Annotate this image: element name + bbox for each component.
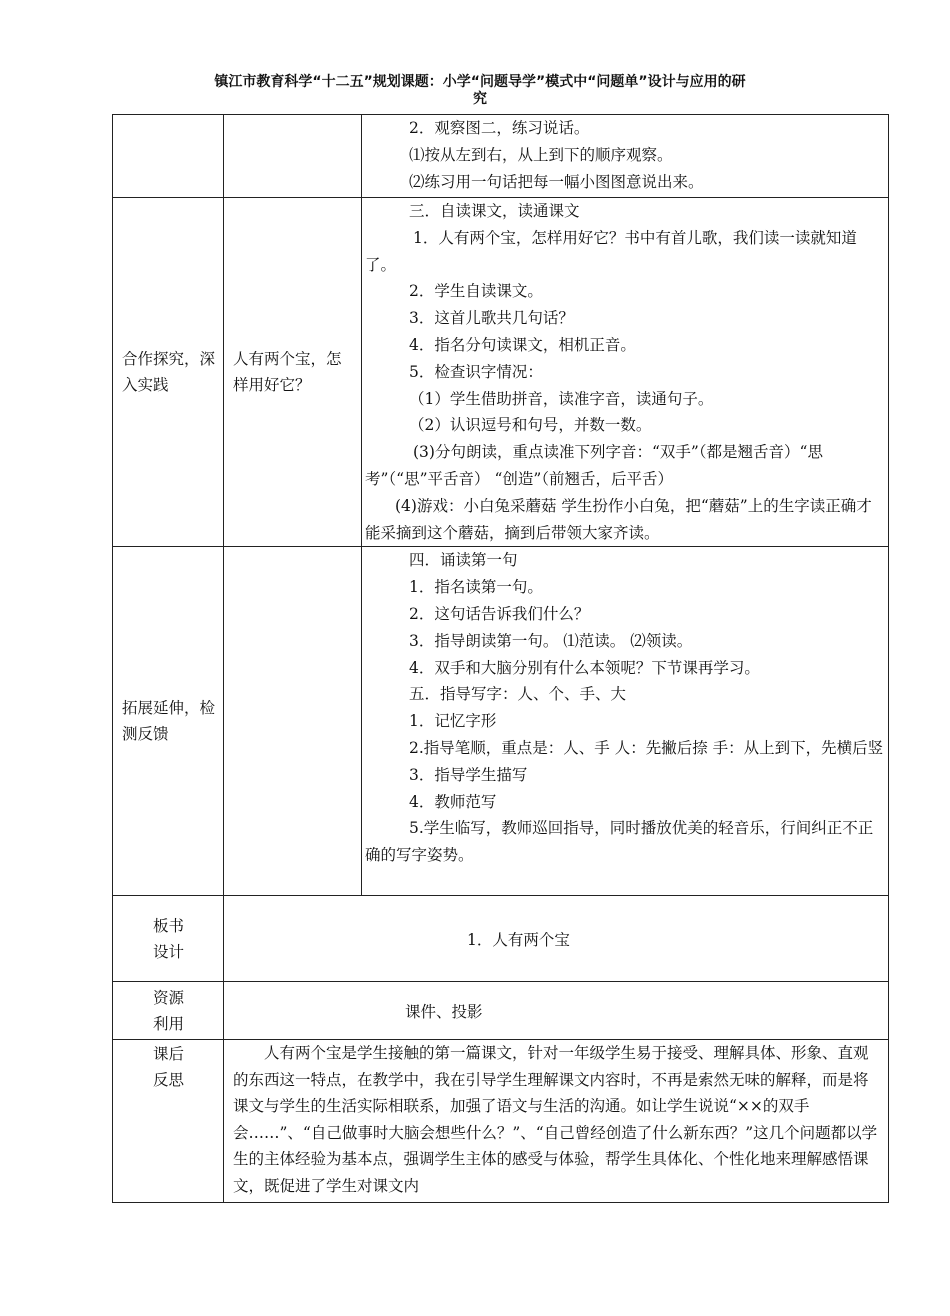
stage-cell bbox=[113, 198, 224, 547]
document-header bbox=[100, 74, 860, 108]
table-row-resources bbox=[113, 982, 889, 1040]
question-cell bbox=[224, 115, 362, 198]
activity-line: (3)分句朗读，重点读准下列字音：“双手”（都是翘舌音）“思考”（“思”平舌音） “创造”（前翘舌，后平舌） bbox=[365, 443, 823, 488]
reflection-label-cell bbox=[113, 1040, 224, 1203]
activity-line: 1．记忆字形 bbox=[409, 712, 497, 731]
activity-line: (4)游戏：小白兔采蘑菇 学生扮作小白兔，把“蘑菇”上的生字读正确才能采摘到这个蘑菇，摘到后带领大家齐读。 bbox=[365, 496, 872, 542]
table-row-extension bbox=[113, 547, 889, 896]
table-row-cooperative-inquiry bbox=[113, 198, 889, 547]
activity-line: 3．指导学生描写 bbox=[409, 765, 528, 784]
board-label: 板书 bbox=[152, 916, 184, 935]
reflection-content-cell bbox=[224, 1040, 889, 1203]
activity-cell bbox=[362, 198, 889, 547]
activity-line: 5．检查识字情况： bbox=[409, 362, 543, 381]
table-row-board-design bbox=[113, 896, 889, 982]
lesson-plan-table bbox=[112, 114, 889, 1203]
activity-line: 1．人有两个宝，怎样用好它？书中有首儿歌，我们读一读就知道了。 bbox=[365, 228, 857, 274]
resource-label: 利用 bbox=[152, 1014, 184, 1033]
stage-cell bbox=[113, 547, 224, 896]
resource-label-cell bbox=[113, 982, 224, 1040]
question-label: 人有两个宝，怎样用好它？ bbox=[233, 350, 342, 395]
stage-cell bbox=[113, 115, 224, 198]
activity-line: 三．自读课文，读通课文 bbox=[409, 202, 580, 220]
activity-line: 四．诵读第一句 bbox=[409, 551, 518, 570]
activity-line: 2.指导笔顺，重点是：人、手 人：先撇后捺 手：从上到下，先横后竖 bbox=[409, 738, 884, 757]
resource-content: 课件、投影 bbox=[405, 1002, 483, 1021]
resource-label: 资源 bbox=[152, 988, 184, 1007]
board-label-cell bbox=[113, 896, 224, 982]
activity-line: 5.学生临写，教师巡回指导，同时播放优美的轻音乐，行间纠正不正确的写字姿势。 bbox=[365, 819, 874, 865]
header-title-line2: 究 bbox=[473, 91, 487, 107]
activity-line: 五．指导写字：人、个、手、大 bbox=[409, 685, 627, 704]
activity-line: 2．观察图二，练习说话。 bbox=[409, 119, 590, 137]
question-cell bbox=[224, 547, 362, 896]
activity-line: ⑵练习用一句话把每一幅小图图意说出来。 bbox=[409, 172, 704, 191]
table-row-reflection bbox=[113, 1040, 889, 1203]
activity-cell bbox=[362, 115, 889, 198]
activity-line: 3．这首儿歌共几句话？ bbox=[409, 309, 574, 328]
activity-line: 2．这句话告诉我们什么？ bbox=[409, 604, 590, 623]
activity-line: 4．指名分句读课文，相机正音。 bbox=[409, 335, 636, 354]
activity-line: （2）认识逗号和句号，并数一数。 bbox=[409, 416, 652, 435]
stage-label: 合作探究，深入实践 bbox=[122, 350, 216, 395]
stage-label: 拓展延伸，检测反馈 bbox=[122, 699, 216, 744]
resource-content-cell bbox=[224, 982, 889, 1040]
activity-line: 4．教师范写 bbox=[409, 792, 497, 811]
reflection-label: 反思 bbox=[152, 1071, 184, 1090]
board-label: 设计 bbox=[152, 942, 184, 961]
activity-line: 1．指名读第一句。 bbox=[409, 578, 543, 597]
question-cell bbox=[224, 198, 362, 547]
board-content-cell bbox=[224, 896, 889, 982]
header-title-line1: 镇江市教育科学“十二五”规划课题：小学“问题导学”模式中“问题单”设计与应用的研 bbox=[214, 74, 746, 90]
activity-line: 4．双手和大脑分别有什么本领呢？下节课再学习。 bbox=[409, 658, 760, 677]
table-row-observation bbox=[113, 115, 889, 198]
activity-line: 2．学生自读课文。 bbox=[409, 282, 543, 301]
reflection-text: 人有两个宝是学生接触的第一篇课文，针对一年级学生易于接受、理解具体、形象、直观的东西这一特点，在教学中，我在引导学生理解课文内容时，不再是索然无味的解释，而是将课文与学生的生活实际相联系，加强了语文与生活的沟通。如让学生说说“××的双手会……”、“自己做事时大脑会想些什么？”、“自己曾经创造了什么新东西？”这几个问题都以学生的主体经验为基本点，强调学生主体的感受与体验，帮学生具体化、个性化地来理解感悟课文，既促进了学生对课文内 bbox=[233, 1044, 878, 1195]
board-content: 1．人有两个宝 bbox=[467, 930, 570, 949]
activity-line: 3．指导朗读第一句。 ⑴范读。 ⑵领读。 bbox=[409, 631, 693, 650]
reflection-label: 课后 bbox=[152, 1045, 184, 1064]
activity-line: （1）学生借助拼音，读准字音，读通句子。 bbox=[409, 389, 714, 408]
activity-cell bbox=[362, 547, 889, 896]
activity-line: ⑴按从左到右，从上到下的顺序观察。 bbox=[409, 145, 673, 164]
